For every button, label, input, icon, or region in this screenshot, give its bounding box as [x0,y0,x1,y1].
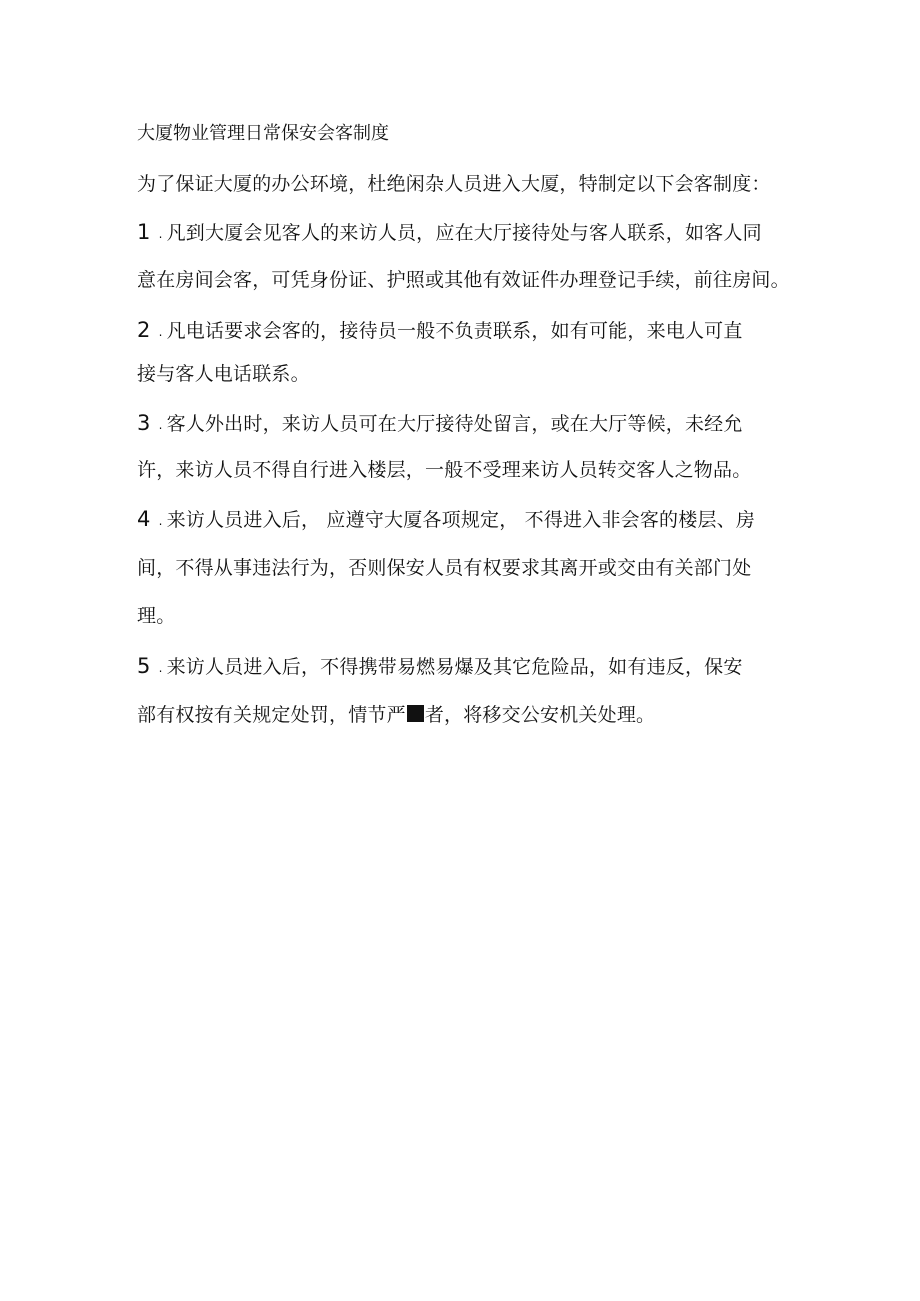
item-1-line-2: 意在房间会客，可凭身份证、护照或其他有效证件办理登记手续，前往房间。 [137,269,790,291]
item-text: 部有权按有关规定处罚，情节严 [137,704,406,726]
item-4-line-2: 间，不得从事违法行为，否则保安人员有权要求其离开或交由有关部门处 [137,557,752,579]
item-3-line-2: 许，来访人员不得自行进入楼层，一般不受理来访人员转交客人之物品。 [137,459,752,481]
item-3-line-1 [137,411,743,437]
item-2-line-1 [137,318,743,344]
item-separator: . [158,226,163,241]
item-text: 客人外出时，来访人员可在大厅接待处留言，或在大厅等候，未经允 [166,413,743,435]
item-1-line-1 [137,220,762,246]
intro-paragraph: 为了保证大厦的办公环境，杜绝闲杂人员进入大厦，特制定以下会客制度： [137,173,771,195]
item-5-line-2 [137,703,655,727]
item-separator: . [158,513,163,528]
item-separator: . [158,660,163,675]
redacted-character-block [407,705,424,722]
item-2-line-2: 接与客人电话联系。 [137,363,310,385]
item-5-line-1 [137,654,743,680]
item-number: 5 [137,654,151,678]
item-separator: . [158,324,163,339]
item-number: 1 [137,220,151,244]
item-text: 凡到大厦会见客人的来访人员，应在大厅接待处与客人联系，如客人同 [166,222,762,244]
item-number: 3 [137,411,151,435]
item-text: 者，将移交公安机关处理。 [424,704,656,726]
item-number: 4 [137,507,151,531]
item-4-line-1 [137,507,755,533]
item-separator: . [158,417,163,432]
item-text: 来访人员进入后，不得携带易燃易爆及其它危险品，如有违反，保安 [166,656,743,678]
item-4-line-3: 理。 [137,605,176,627]
item-number: 2 [137,318,151,342]
document-title: 大厦物业管理日常保安会客制度 [137,123,389,144]
item-text: 来访人员进入后， 应遵守大厦各项规定， 不得进入非会客的楼层、房 [166,509,756,531]
item-text: 凡电话要求会客的，接待员一般不负责联系，如有可能，来电人可直 [166,320,743,342]
